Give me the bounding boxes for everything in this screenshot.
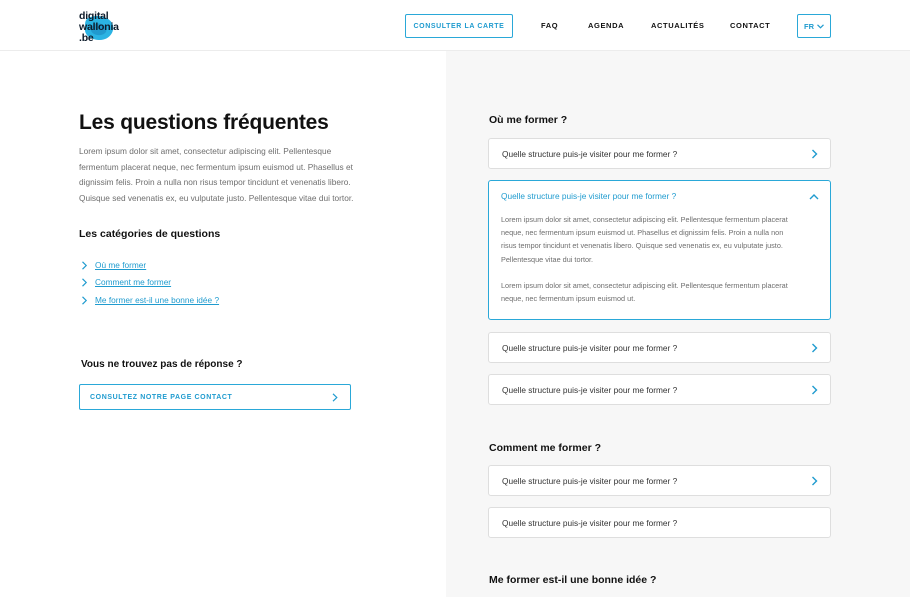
contact-page-button[interactable] <box>79 384 351 410</box>
nav-faq[interactable]: FAQ <box>541 21 559 30</box>
nav-contact[interactable]: CONTACT <box>730 21 771 30</box>
chevron-right-icon <box>81 261 88 270</box>
faq-section-heading: Comment me former ? <box>489 442 602 454</box>
faq-question[interactable] <box>488 465 831 496</box>
chevron-right-icon <box>332 393 338 402</box>
faq-question-label: Quelle structure puis-je visiter pour me former ? <box>502 476 678 486</box>
faq-section-heading: Me former est-il une bonne idée ? <box>489 574 657 586</box>
category-link-label: Me former est-il une bonne idée ? <box>95 295 220 305</box>
faq-question-expanded[interactable] <box>488 180 831 320</box>
category-link-ou[interactable] <box>81 260 146 270</box>
language-label: FR <box>804 21 814 31</box>
chevron-right-icon <box>811 149 818 159</box>
categories-heading: Les catégories de questions <box>79 228 221 240</box>
chevron-right-icon <box>811 385 818 395</box>
category-link-label: Comment me former <box>95 277 172 287</box>
map-button[interactable]: CONSULTER LA CARTE <box>405 14 513 38</box>
faq-question-label: Quelle structure puis-je visiter pour me former ? <box>502 518 678 528</box>
nav-agenda[interactable]: AGENDA <box>588 21 625 30</box>
no-answer-heading: Vous ne trouvez pas de réponse ? <box>81 359 243 370</box>
chevron-right-icon <box>81 296 88 305</box>
faq-answer-paragraph: Lorem ipsum dolor sit amet, consectetur adipiscing elit. Pellentesque fermentum placerat neque, nec fermentum ipsum euismod ut. <box>501 281 788 304</box>
chevron-right-icon <box>811 476 818 486</box>
faq-question-label: Quelle structure puis-je visiter pour me former ? <box>502 385 678 395</box>
faq-question[interactable] <box>488 332 831 363</box>
chevron-right-icon <box>811 343 818 353</box>
chevron-right-icon <box>81 278 88 287</box>
faq-question-label: Quelle structure puis-je visiter pour me former ? <box>502 343 678 353</box>
faq-question[interactable] <box>488 507 831 538</box>
chevron-down-icon <box>817 24 824 29</box>
category-link-comment[interactable] <box>81 277 171 287</box>
faq-question-label: Quelle structure puis-je visiter pour me former ? <box>501 191 677 201</box>
category-link-label: Où me former <box>95 260 147 270</box>
faq-question[interactable] <box>488 374 831 405</box>
faq-section-heading: Où me former ? <box>489 114 568 126</box>
intro-text: Lorem ipsum dolor sit amet, consectetur adipiscing elit. Pellentesque fermentum placerat neque, nec fermentum ipsum euismod ut. Phasellus et dignissim felis. Proin a nulla non risus tempor tincidunt et venenatis libero. Quisque sed venenatis ex, eu vulputate justo. Pellentesque vitae dui tortor. <box>79 146 354 204</box>
site-header <box>0 0 910 51</box>
language-selector[interactable] <box>797 14 831 38</box>
logo-text: digital wallonia .be <box>79 10 119 44</box>
chevron-up-icon <box>809 193 819 200</box>
contact-button-label: CONSULTEZ NOTRE PAGE CONTACT <box>90 393 233 401</box>
nav-actualites[interactable]: ACTUALITÉS <box>651 21 705 30</box>
faq-answer-paragraph: Lorem ipsum dolor sit amet, consectetur adipiscing elit. Pellentesque fermentum placerat neque, nec fermentum ipsum euismod ut. Phasellus et dignissim felis. Proin a nulla non risus tempor tincidunt et venenatis libero. Quisque sed venenatis ex, eu vulputate justo. Pellentesque vitae dui tortor. <box>501 215 788 264</box>
site-logo[interactable] <box>79 11 139 45</box>
faq-question-label: Quelle structure puis-je visiter pour me former ? <box>502 149 678 159</box>
page-title: Les questions fréquentes <box>79 111 329 134</box>
category-link-bonne-idee[interactable] <box>81 295 219 305</box>
faq-question[interactable] <box>488 138 831 169</box>
